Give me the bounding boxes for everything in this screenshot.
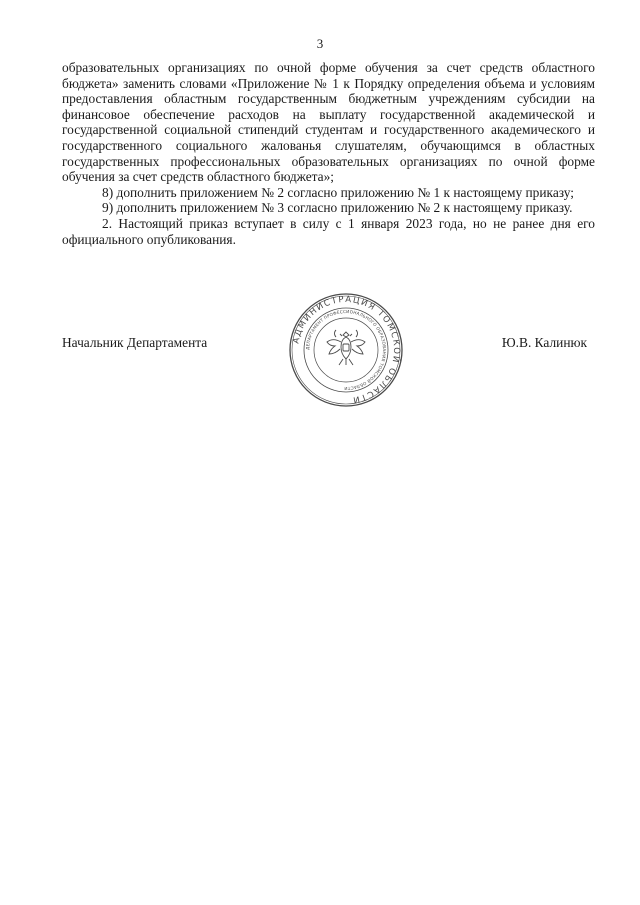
page-number: 3	[316, 36, 324, 51]
paragraph-item-8: 8) дополнить приложением № 2 согласно приложению № 1 к настоящему приказу;	[102, 184, 575, 200]
signatory-title: Начальник Департамента	[62, 335, 208, 350]
official-seal-stamp	[288, 292, 404, 408]
paragraph-continuation: образовательных организациях по очной форме обучения за счет средств областного бюджета» заменить словами «Приложение № 1 к Порядку определения объема и условиям предоставления областным государственным бюджетным учреждениям субсидии на финансовое обеспечение расходов на выплату государственной академической и государственной социальной стипендий студентам и государственного академического и государственного социального жалованья слушателям, обучающимся в областных государственных профессиональных образовательных организациях по очной форме обучения за счет средств областного бюджета»;	[62, 60, 595, 185]
coat-of-arms-eagle-icon	[327, 330, 365, 365]
seal-inner-text: ДЕПАРТАМЕНТ ПРОФЕССИОНАЛЬНОГО ОБРАЗОВАНИЯ ТОМСКОЙ ОБЛАСТИ	[304, 308, 388, 392]
signatory-name: Ю.В. Калинюк	[501, 335, 587, 350]
paragraph-point-2: 2. Настоящий приказ вступает в силу с 1 января 2023 года, но не ранее дня его официального опубликования.	[62, 215, 595, 247]
paragraph-item-9: 9) дополнить приложением № 3 согласно приложению № 2 к настоящему приказу.	[102, 200, 573, 216]
seal-outer-text: АДМИНИСТРАЦИЯ ТОМСКОЙ ОБЛАСТИ	[291, 294, 402, 405]
seal-graphic	[288, 292, 404, 408]
document-body	[62, 60, 595, 247]
